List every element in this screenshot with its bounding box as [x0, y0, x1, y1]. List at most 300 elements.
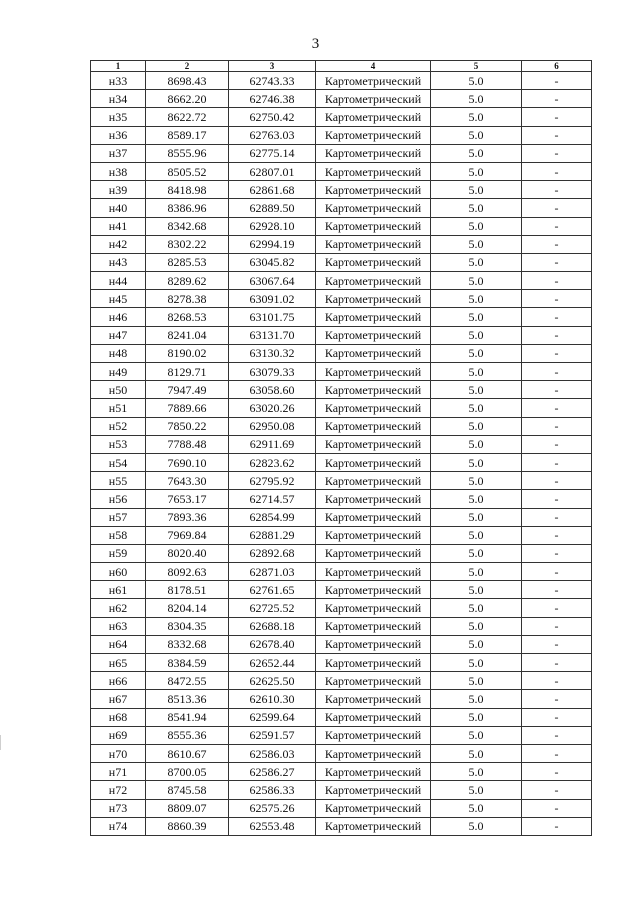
method-cell: Картометрический [316, 253, 431, 271]
note-cell: - [522, 199, 592, 217]
x-coordinate-cell: 7850.22 [146, 417, 229, 435]
table-row [91, 326, 592, 344]
note-cell: - [522, 399, 592, 417]
accuracy-cell: 5.0 [431, 344, 522, 362]
note-cell: - [522, 563, 592, 581]
method-cell: Картометрический [316, 381, 431, 399]
x-coordinate-cell: 8622.72 [146, 108, 229, 126]
note-cell: - [522, 453, 592, 471]
scan-margin-mark [0, 735, 1, 750]
table-row [91, 799, 592, 817]
x-coordinate-cell: 8700.05 [146, 763, 229, 781]
note-cell: - [522, 799, 592, 817]
accuracy-cell: 5.0 [431, 763, 522, 781]
y-coordinate-cell: 62586.33 [229, 781, 316, 799]
accuracy-cell: 5.0 [431, 253, 522, 271]
table-row [91, 708, 592, 726]
point-id-cell: н41 [91, 217, 146, 235]
point-id-cell: н57 [91, 508, 146, 526]
y-coordinate-cell: 62586.27 [229, 763, 316, 781]
accuracy-cell: 5.0 [431, 635, 522, 653]
method-cell: Картометрический [316, 217, 431, 235]
table-row [91, 490, 592, 508]
y-coordinate-cell: 62854.99 [229, 508, 316, 526]
note-cell: - [522, 672, 592, 690]
column-header-4: 4 [316, 61, 431, 72]
note-cell: - [522, 272, 592, 290]
table-row [91, 526, 592, 544]
note-cell: - [522, 435, 592, 453]
y-coordinate-cell: 62775.14 [229, 144, 316, 162]
note-cell: - [522, 381, 592, 399]
point-id-cell: н62 [91, 599, 146, 617]
note-cell: - [522, 72, 592, 90]
accuracy-cell: 5.0 [431, 199, 522, 217]
table-row [91, 690, 592, 708]
y-coordinate-cell: 62807.01 [229, 162, 316, 180]
column-header-1: 1 [91, 61, 146, 72]
y-coordinate-cell: 62714.57 [229, 490, 316, 508]
table-body [91, 72, 592, 836]
accuracy-cell: 5.0 [431, 581, 522, 599]
accuracy-cell: 5.0 [431, 726, 522, 744]
table-row [91, 144, 592, 162]
y-coordinate-cell: 62591.57 [229, 726, 316, 744]
y-coordinate-cell: 62994.19 [229, 235, 316, 253]
x-coordinate-cell: 8698.43 [146, 72, 229, 90]
x-coordinate-cell: 7690.10 [146, 453, 229, 471]
note-cell: - [522, 217, 592, 235]
table-row [91, 199, 592, 217]
y-coordinate-cell: 62575.26 [229, 799, 316, 817]
x-coordinate-cell: 8178.51 [146, 581, 229, 599]
x-coordinate-cell: 8092.63 [146, 563, 229, 581]
table-row [91, 290, 592, 308]
method-cell: Картометрический [316, 272, 431, 290]
y-coordinate-cell: 62610.30 [229, 690, 316, 708]
note-cell: - [522, 181, 592, 199]
table-row [91, 308, 592, 326]
accuracy-cell: 5.0 [431, 599, 522, 617]
method-cell: Картометрический [316, 72, 431, 90]
point-id-cell: н63 [91, 617, 146, 635]
method-cell: Картометрический [316, 472, 431, 490]
note-cell: - [522, 654, 592, 672]
accuracy-cell: 5.0 [431, 435, 522, 453]
y-coordinate-cell: 62746.38 [229, 90, 316, 108]
point-id-cell: н44 [91, 272, 146, 290]
note-cell: - [522, 162, 592, 180]
x-coordinate-cell: 8342.68 [146, 217, 229, 235]
y-coordinate-cell: 62950.08 [229, 417, 316, 435]
note-cell: - [522, 417, 592, 435]
note-cell: - [522, 708, 592, 726]
method-cell: Картометрический [316, 108, 431, 126]
point-id-cell: н65 [91, 654, 146, 672]
x-coordinate-cell: 7643.30 [146, 472, 229, 490]
table-row [91, 253, 592, 271]
x-coordinate-cell: 7969.84 [146, 526, 229, 544]
table-row [91, 72, 592, 90]
point-id-cell: н51 [91, 399, 146, 417]
table-row [91, 126, 592, 144]
x-coordinate-cell: 8589.17 [146, 126, 229, 144]
method-cell: Картометрический [316, 199, 431, 217]
accuracy-cell: 5.0 [431, 72, 522, 90]
method-cell: Картометрический [316, 490, 431, 508]
x-coordinate-cell: 8541.94 [146, 708, 229, 726]
accuracy-cell: 5.0 [431, 654, 522, 672]
point-id-cell: н36 [91, 126, 146, 144]
method-cell: Картометрический [316, 162, 431, 180]
note-cell: - [522, 490, 592, 508]
x-coordinate-cell: 8302.22 [146, 235, 229, 253]
x-coordinate-cell: 8129.71 [146, 363, 229, 381]
method-cell: Картометрический [316, 708, 431, 726]
accuracy-cell: 5.0 [431, 453, 522, 471]
accuracy-cell: 5.0 [431, 490, 522, 508]
point-id-cell: н42 [91, 235, 146, 253]
x-coordinate-cell: 8332.68 [146, 635, 229, 653]
x-coordinate-cell: 8610.67 [146, 744, 229, 762]
x-coordinate-cell: 8505.52 [146, 162, 229, 180]
accuracy-cell: 5.0 [431, 217, 522, 235]
table-row [91, 344, 592, 362]
point-id-cell: н73 [91, 799, 146, 817]
table-row [91, 508, 592, 526]
method-cell: Картометрический [316, 563, 431, 581]
method-cell: Картометрический [316, 635, 431, 653]
y-coordinate-cell: 62678.40 [229, 635, 316, 653]
method-cell: Картометрический [316, 544, 431, 562]
note-cell: - [522, 472, 592, 490]
accuracy-cell: 5.0 [431, 672, 522, 690]
method-cell: Картометрический [316, 817, 431, 835]
y-coordinate-cell: 62652.44 [229, 654, 316, 672]
note-cell: - [522, 781, 592, 799]
method-cell: Картометрический [316, 181, 431, 199]
y-coordinate-cell: 63101.75 [229, 308, 316, 326]
x-coordinate-cell: 8555.36 [146, 726, 229, 744]
point-id-cell: н59 [91, 544, 146, 562]
method-cell: Картометрический [316, 435, 431, 453]
note-cell: - [522, 235, 592, 253]
table-row [91, 381, 592, 399]
table-row [91, 272, 592, 290]
table-row [91, 235, 592, 253]
method-cell: Картометрический [316, 290, 431, 308]
coordinates-table [90, 60, 592, 836]
method-cell: Картометрический [316, 799, 431, 817]
point-id-cell: н66 [91, 672, 146, 690]
point-id-cell: н50 [91, 381, 146, 399]
y-coordinate-cell: 62586.03 [229, 744, 316, 762]
note-cell: - [522, 726, 592, 744]
y-coordinate-cell: 63067.64 [229, 272, 316, 290]
note-cell: - [522, 599, 592, 617]
table-row [91, 817, 592, 835]
y-coordinate-cell: 62599.64 [229, 708, 316, 726]
x-coordinate-cell: 7893.36 [146, 508, 229, 526]
note-cell: - [522, 363, 592, 381]
x-coordinate-cell: 7947.49 [146, 381, 229, 399]
y-coordinate-cell: 62625.50 [229, 672, 316, 690]
accuracy-cell: 5.0 [431, 235, 522, 253]
method-cell: Картометрический [316, 453, 431, 471]
note-cell: - [522, 144, 592, 162]
y-coordinate-cell: 63079.33 [229, 363, 316, 381]
table-row [91, 544, 592, 562]
x-coordinate-cell: 8384.59 [146, 654, 229, 672]
y-coordinate-cell: 62795.92 [229, 472, 316, 490]
table-row [91, 453, 592, 471]
table-row [91, 162, 592, 180]
method-cell: Картометрический [316, 399, 431, 417]
column-header-3: 3 [229, 61, 316, 72]
note-cell: - [522, 635, 592, 653]
y-coordinate-cell: 62553.48 [229, 817, 316, 835]
note-cell: - [522, 253, 592, 271]
table-row [91, 581, 592, 599]
y-coordinate-cell: 63091.02 [229, 290, 316, 308]
x-coordinate-cell: 8745.58 [146, 781, 229, 799]
x-coordinate-cell: 8278.38 [146, 290, 229, 308]
y-coordinate-cell: 62861.68 [229, 181, 316, 199]
point-id-cell: н64 [91, 635, 146, 653]
y-coordinate-cell: 62725.52 [229, 599, 316, 617]
table-row [91, 417, 592, 435]
x-coordinate-cell: 8285.53 [146, 253, 229, 271]
method-cell: Картометрический [316, 654, 431, 672]
accuracy-cell: 5.0 [431, 381, 522, 399]
accuracy-cell: 5.0 [431, 472, 522, 490]
accuracy-cell: 5.0 [431, 781, 522, 799]
accuracy-cell: 5.0 [431, 181, 522, 199]
y-coordinate-cell: 62763.03 [229, 126, 316, 144]
note-cell: - [522, 326, 592, 344]
accuracy-cell: 5.0 [431, 526, 522, 544]
point-id-cell: н46 [91, 308, 146, 326]
y-coordinate-cell: 62928.10 [229, 217, 316, 235]
y-coordinate-cell: 62823.62 [229, 453, 316, 471]
note-cell: - [522, 544, 592, 562]
method-cell: Картометрический [316, 508, 431, 526]
accuracy-cell: 5.0 [431, 326, 522, 344]
note-cell: - [522, 290, 592, 308]
point-id-cell: н53 [91, 435, 146, 453]
x-coordinate-cell: 8386.96 [146, 199, 229, 217]
method-cell: Картометрический [316, 126, 431, 144]
x-coordinate-cell: 8268.53 [146, 308, 229, 326]
point-id-cell: н56 [91, 490, 146, 508]
note-cell: - [522, 526, 592, 544]
table-row [91, 726, 592, 744]
x-coordinate-cell: 8304.35 [146, 617, 229, 635]
accuracy-cell: 5.0 [431, 90, 522, 108]
point-id-cell: н39 [91, 181, 146, 199]
y-coordinate-cell: 62881.29 [229, 526, 316, 544]
point-id-cell: н74 [91, 817, 146, 835]
method-cell: Картометрический [316, 326, 431, 344]
note-cell: - [522, 617, 592, 635]
method-cell: Картометрический [316, 617, 431, 635]
table-row [91, 635, 592, 653]
accuracy-cell: 5.0 [431, 144, 522, 162]
point-id-cell: н67 [91, 690, 146, 708]
table-row [91, 90, 592, 108]
y-coordinate-cell: 62688.18 [229, 617, 316, 635]
point-id-cell: н71 [91, 763, 146, 781]
column-header-6: 6 [522, 61, 592, 72]
method-cell: Картометрический [316, 417, 431, 435]
y-coordinate-cell: 62750.42 [229, 108, 316, 126]
x-coordinate-cell: 7889.66 [146, 399, 229, 417]
table-row [91, 217, 592, 235]
x-coordinate-cell: 8555.96 [146, 144, 229, 162]
x-coordinate-cell: 7653.17 [146, 490, 229, 508]
table-row [91, 563, 592, 581]
x-coordinate-cell: 8190.02 [146, 344, 229, 362]
table-row [91, 781, 592, 799]
x-coordinate-cell: 7788.48 [146, 435, 229, 453]
table-row [91, 399, 592, 417]
accuracy-cell: 5.0 [431, 544, 522, 562]
point-id-cell: н54 [91, 453, 146, 471]
accuracy-cell: 5.0 [431, 744, 522, 762]
y-coordinate-cell: 63045.82 [229, 253, 316, 271]
point-id-cell: н58 [91, 526, 146, 544]
x-coordinate-cell: 8020.40 [146, 544, 229, 562]
y-coordinate-cell: 63058.60 [229, 381, 316, 399]
table-row [91, 763, 592, 781]
table-row [91, 599, 592, 617]
accuracy-cell: 5.0 [431, 308, 522, 326]
y-coordinate-cell: 62743.33 [229, 72, 316, 90]
method-cell: Картометрический [316, 526, 431, 544]
method-cell: Картометрический [316, 90, 431, 108]
y-coordinate-cell: 62871.03 [229, 563, 316, 581]
x-coordinate-cell: 8860.39 [146, 817, 229, 835]
x-coordinate-cell: 8204.14 [146, 599, 229, 617]
y-coordinate-cell: 62761.65 [229, 581, 316, 599]
column-header-2: 2 [146, 61, 229, 72]
point-id-cell: н47 [91, 326, 146, 344]
x-coordinate-cell: 8241.04 [146, 326, 229, 344]
point-id-cell: н60 [91, 563, 146, 581]
method-cell: Картометрический [316, 144, 431, 162]
accuracy-cell: 5.0 [431, 817, 522, 835]
table-row [91, 108, 592, 126]
y-coordinate-cell: 62892.68 [229, 544, 316, 562]
note-cell: - [522, 581, 592, 599]
table-row [91, 672, 592, 690]
accuracy-cell: 5.0 [431, 126, 522, 144]
accuracy-cell: 5.0 [431, 563, 522, 581]
method-cell: Картометрический [316, 599, 431, 617]
table-header-row [91, 61, 592, 72]
accuracy-cell: 5.0 [431, 290, 522, 308]
note-cell: - [522, 308, 592, 326]
table-row [91, 472, 592, 490]
y-coordinate-cell: 63020.26 [229, 399, 316, 417]
method-cell: Картометрический [316, 726, 431, 744]
method-cell: Картометрический [316, 344, 431, 362]
accuracy-cell: 5.0 [431, 272, 522, 290]
x-coordinate-cell: 8513.36 [146, 690, 229, 708]
point-id-cell: н43 [91, 253, 146, 271]
table-row [91, 617, 592, 635]
method-cell: Картометрический [316, 690, 431, 708]
point-id-cell: н40 [91, 199, 146, 217]
note-cell: - [522, 744, 592, 762]
accuracy-cell: 5.0 [431, 708, 522, 726]
point-id-cell: н61 [91, 581, 146, 599]
table-row [91, 744, 592, 762]
accuracy-cell: 5.0 [431, 108, 522, 126]
x-coordinate-cell: 8809.07 [146, 799, 229, 817]
table-row [91, 435, 592, 453]
accuracy-cell: 5.0 [431, 399, 522, 417]
point-id-cell: н38 [91, 162, 146, 180]
y-coordinate-cell: 63131.70 [229, 326, 316, 344]
note-cell: - [522, 108, 592, 126]
y-coordinate-cell: 62911.69 [229, 435, 316, 453]
point-id-cell: н69 [91, 726, 146, 744]
method-cell: Картометрический [316, 744, 431, 762]
method-cell: Картометрический [316, 363, 431, 381]
x-coordinate-cell: 8662.20 [146, 90, 229, 108]
point-id-cell: н35 [91, 108, 146, 126]
note-cell: - [522, 90, 592, 108]
accuracy-cell: 5.0 [431, 799, 522, 817]
accuracy-cell: 5.0 [431, 363, 522, 381]
method-cell: Картометрический [316, 672, 431, 690]
note-cell: - [522, 508, 592, 526]
point-id-cell: н52 [91, 417, 146, 435]
method-cell: Картометрический [316, 235, 431, 253]
x-coordinate-cell: 8418.98 [146, 181, 229, 199]
column-header-5: 5 [431, 61, 522, 72]
point-id-cell: н72 [91, 781, 146, 799]
table-row [91, 654, 592, 672]
point-id-cell: н45 [91, 290, 146, 308]
table-row [91, 181, 592, 199]
table-row [91, 363, 592, 381]
x-coordinate-cell: 8472.55 [146, 672, 229, 690]
note-cell: - [522, 763, 592, 781]
point-id-cell: н55 [91, 472, 146, 490]
point-id-cell: н33 [91, 72, 146, 90]
accuracy-cell: 5.0 [431, 617, 522, 635]
accuracy-cell: 5.0 [431, 417, 522, 435]
note-cell: - [522, 344, 592, 362]
y-coordinate-cell: 62889.50 [229, 199, 316, 217]
accuracy-cell: 5.0 [431, 508, 522, 526]
note-cell: - [522, 126, 592, 144]
point-id-cell: н49 [91, 363, 146, 381]
point-id-cell: н37 [91, 144, 146, 162]
point-id-cell: н48 [91, 344, 146, 362]
accuracy-cell: 5.0 [431, 690, 522, 708]
method-cell: Картометрический [316, 781, 431, 799]
note-cell: - [522, 817, 592, 835]
method-cell: Картометрический [316, 763, 431, 781]
page-number: 3 [311, 36, 320, 52]
point-id-cell: н34 [91, 90, 146, 108]
x-coordinate-cell: 8289.62 [146, 272, 229, 290]
note-cell: - [522, 690, 592, 708]
point-id-cell: н68 [91, 708, 146, 726]
